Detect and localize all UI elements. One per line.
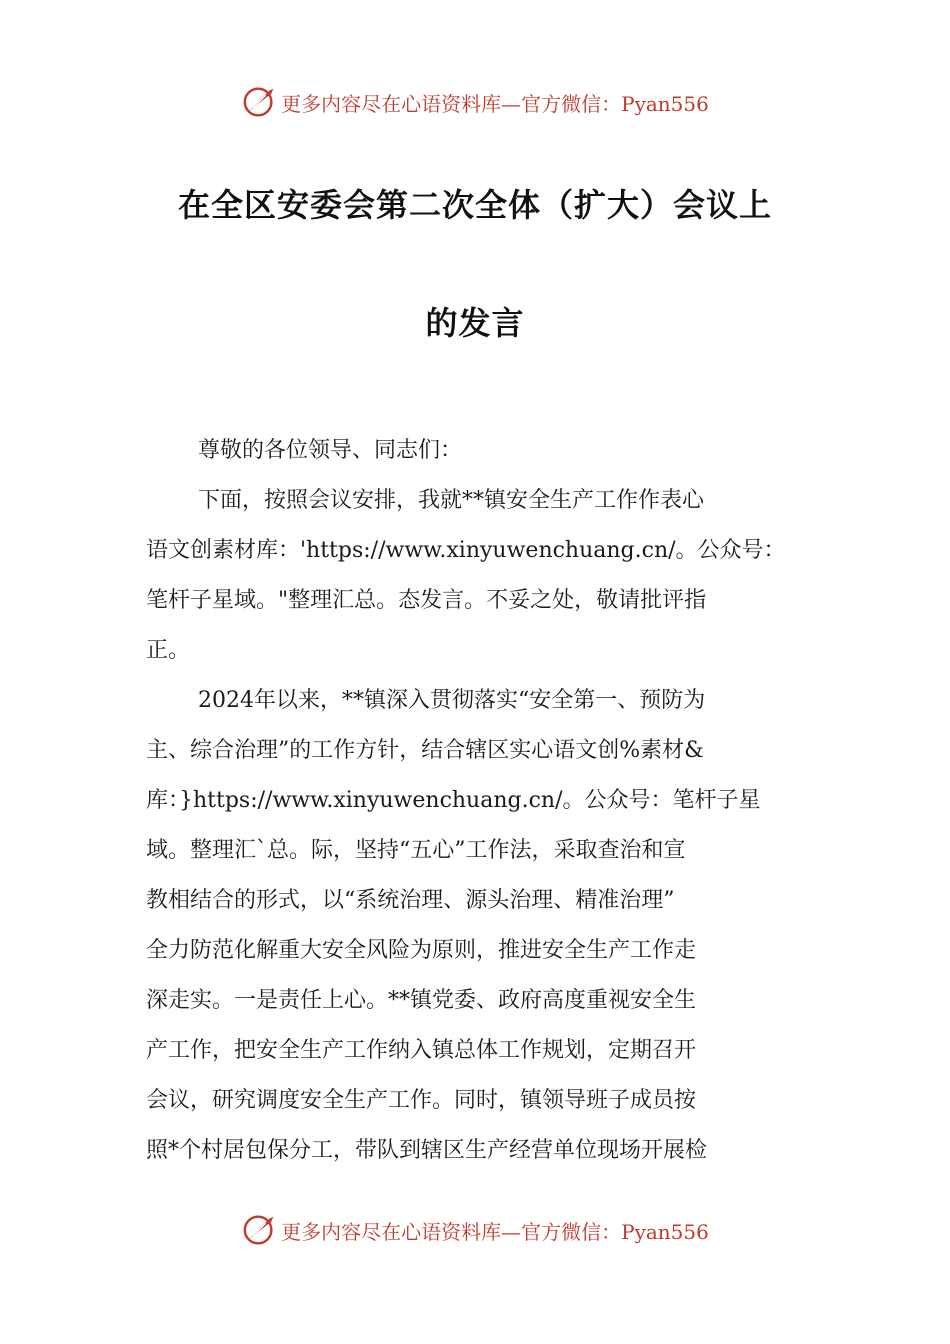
body-line: 尊敬的各位领导、同志们： [198,438,463,463]
body-line: 正。 [146,638,191,663]
banner-text: 更多内容尽在心语资料库—官方微信：Pyan556 [281,91,709,116]
header-banner [0,82,950,122]
body-line: 会议，研究调度安全生产工作。同时，镇领导班子成员按 [146,1088,697,1113]
footer-banner [0,1210,950,1250]
body-line: 库：}https://www.xinyuwenchuang.cn/。公众号：笔杆子星 [146,788,761,813]
body-line: 2024年以来，**镇深入贯彻落实“安全第一、预防为 [198,688,706,713]
page-title-line-1: 在全区安委会第二次全体（扩大）会议上 [177,186,772,224]
quill-logo-icon [241,1211,279,1249]
body-line: 深走实。一是责任上心。**镇党委、政府高度重视安全生 [146,988,697,1013]
body-line: 语文创素材库：'https://www.xinyuwenchuang.cn/。公众号： [146,538,786,563]
banner-text: 更多内容尽在心语资料库—官方微信：Pyan556 [281,1219,709,1244]
body-line: 下面，按照会议安排，我就**镇安全生产工作作表心 [198,488,705,513]
body-line: 教相结合的形式，以“系统治理、源头治理、精准治理” [146,888,675,913]
body-line: 笔杆子星域。"整理汇总。态发言。不妥之处，敬请批评指 [146,588,707,613]
document-body [146,426,808,1176]
body-line: 主、综合治理”的工作方针，结合辖区实心语文创%素材& [146,738,704,763]
body-line: 产工作，把安全生产工作纳入镇总体工作规划，定期召开 [146,1038,697,1063]
body-line: 全力防范化解重大安全风险为原则，推进安全生产工作走 [146,938,697,963]
quill-logo-icon [241,83,279,121]
body-line: 域。整理汇`总。际，坚持“五心”工作法，采取查治和宣 [146,838,686,863]
page-title-line-2: 的发言 [425,304,525,342]
body-line: 照*个村居包保分工，带队到辖区生产经营单位现场开展检 [146,1138,708,1163]
